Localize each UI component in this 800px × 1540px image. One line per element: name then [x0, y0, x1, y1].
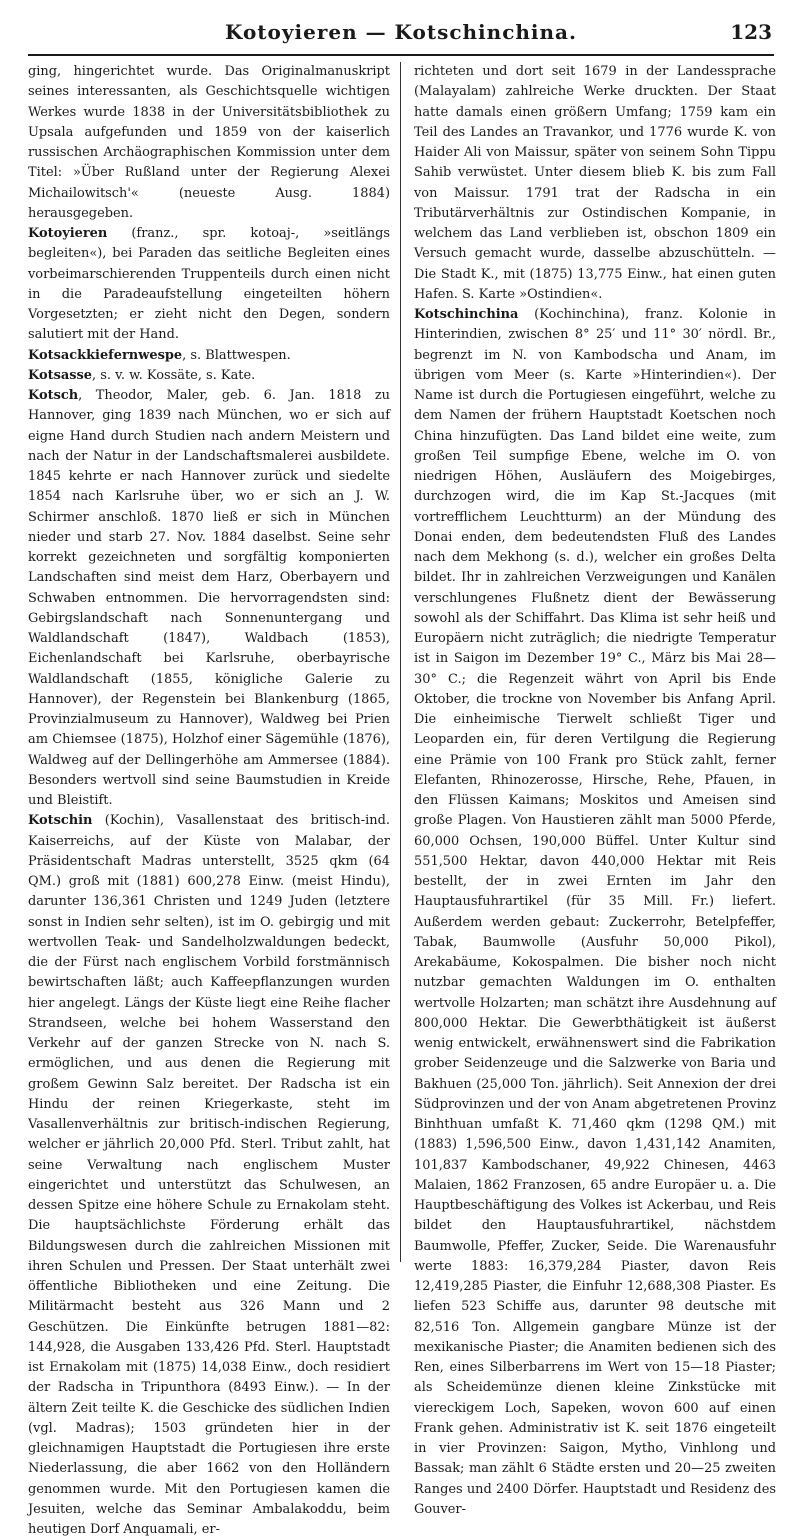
entry-headword: Kotsasse — [28, 367, 93, 383]
entry-paragraph — [414, 62, 776, 305]
entry-paragraph — [414, 305, 776, 1520]
entry-text: (Kochinchina), franz. Kolonie in Hinterindien, zwischen 8° 25′ und 11° 30′ nördl. Br., begrenzt im N. von Kambodscha und Anam, im übrigen vom Meer (s. Karte »Hinterindien«). Der Name ist durch die Portugiesen eingeführt, welche zu dem Namen der frühern Hauptstadt Koetschen noch China hinzufügten. Das Land bildet eine weite, zum großen Teil sumpfige Ebene, welche im O. von niedrigen Höhen, Ausläufern des Moigebirges, durchzogen wird, die im Kap St.-Jacques (mit vortrefflichem Leuchtturm) an der Mündung des Donai enden, dem bedeutendsten Fluß des Landes nach dem Mekhong (s. d.), welcher ein großes Delta bildet. Ihr in zahlreichen Verzweigungen und Kanälen verschlungenes Flußnetz dient der Bewässerung sowohl als der Schiffahrt. Das Klima ist sehr heiß und Europäern nicht zuträglich; die niedrigte Temperatur ist in Saigon im Dezember 19° C., März bis Mai 28—30° C.; die Regenzeit währt von April bis Ende Oktober, die trockne von November bis Anfang April. Die einheimische Tierwelt schließt Tiger und Leoparden ein, für deren Vertilgung die Regierung eine Prämie von 100 Frank pro Stück zahlt, ferner Elefanten, Rhinozerosse, Hirsche, Rehe, Pfauen, in den Flüssen Kaimans; Moskitos und Ameisen sind große Plagen. Von Haustieren zählt man 5000 Pferde, 60,000 Ochsen, 190,000 Büffel. Unter Kultur sind 551,500 Hektar, davon 440,000 Hektar mit Reis bestellt, der in zwei Ernten im Jahr den Hauptausfuhrartikel (für 35 Mill. Fr.) liefert. Außerdem werden gebaut: Zuckerrohr, Betelpfeffer, Tabak, Baumwolle (Ausfuhr 50,000 Pikol), Arekabäume, Kokospalmen. Die bisher noch nicht nutzbar gemachten Waldungen im O. enthalten wertvolle Holzarten; man schätzt ihre Ausdehnung auf 800,000 Hektar. Die Gewerbthätigkeit ist äußerst wenig entwickelt, erwähnenswert sind die Fabrikation grober Seidenzeuge und die Salzwerke von Baria und Bakhuen (25,000 Ton. jährlich). Seit Annexion der drei Südprovinzen und der von Anam abgetretenen Provinz Binhthuan umfaßt K. 71,460 qkm (1298 QM.) mit (1883) 1,596,500 Einw., davon 1,431,142 Anamiten, 101,837 Kambodschaner, 49,922 Chinesen, 4463 Malaien, 1862 Franzosen, 65 andre Europäer u. a. Die Hauptbeschäftigung des Volkes ist Ackerbau, und Reis bildet den Hauptausfuhrartikel, nächstdem Baumwolle, Pfeffer, Zucker, Seide. Die Warenausfuhr werte 1883: 16,379,284 Piaster, davon Reis 12,419,285 Piaster, die Einfuhr 12,688,308 Piaster. Es liefen 523 Schiffe aus, darunter 98 deutsche mit 82,516 Ton. Allgemein gangbare Münze ist der mexikanische Piaster; die Anamiten bedienen sich des Ren, eines Silberbarrens im Wert von 15—18 Piaster; als Scheidemünze dienen kleine Zinkstücke mit viereckigem Loch, Sapeken, wovon 600 auf einen Frank gehen. Administrativ ist K. seit 1876 eingeteilt in vier Provinzen: Saigon, Mytho, Vinhlong und Bassak; man zählt 6 Städte ersten und 20—25 zweiten Ranges und 2400 Dörfer. Hauptstadt und Residenz des Gouver- — [414, 307, 776, 1517]
entry-paragraph — [28, 224, 390, 346]
entry-text: (Kochin), Vasallenstaat des britisch-ind. Kaiserreichs, auf der Küste von Malabar, der Präsidentschaft Madras unterstellt, 3525 qkm (64 QM.) groß mit (1881) 600,278 Einw. (meist Hindu), darunter 136,361 Christen und 1249 Juden (letztere sonst in Indien sehr selten), ist im O. gebirgig und mit wertvollen Teak- und Sandelholzwaldungen bedeckt, die der Fürst nach englischem Vorbild forstmännisch bewirtschaften läßt; auch Kaffeepflanzungen wurden hier angelegt. Längs der Küste liegt eine Reihe flacher Strandseen, welche bei hohem Wasserstand den Verkehr auf der ganzen Strecke von N. nach S. ermöglichen, und aus denen die Regierung mit großem Gewinn Salz bereitet. Der Radscha ist ein Hindu der reinen Kriegerkaste, steht im Vasallenverhältnis zur britisch-indischen Regierung, welcher er jährlich 20,000 Pfd. Sterl. Tribut zahlt, hat seine Verwaltung nach englischem Muster eingerichtet und unterstützt das Schulwesen, an dessen Spitze eine höhere Schule zu Ernakolam steht. Die hauptsächlichste Förderung erhält das Bildungswesen durch die zahlreichen Missionen mit ihren Schulen und Pressen. Der Staat unterhält zwei öffentliche Bibliotheken und eine Zeitung. Die Militärmacht besteht aus 326 Mann und 2 Geschützen. Die Einkünfte betrugen 1881—82: 144,928, die Ausgaben 133,426 Pfd. Sterl. Hauptstadt ist Ernakolam mit (1875) 14,038 Einw., doch residiert der Radscha in Tripunthora (8493 Einw.). — In der ältern Zeit teilte K. die Geschicke des südlichen Indien (vgl. Madras); 1503 gründeten hier in der gleichnamigen Hauptstadt die Portugiesen ihre erste Niederlassung, die aber 1662 von den Holländern genommen wurde. Mit den Portugiesen kamen die Jesuiten, welche das Seminar Ambalakoddu, beim heutigen Dorf Anquamali, er- — [28, 813, 390, 1537]
right-column — [414, 62, 776, 1517]
entry-paragraph — [28, 811, 390, 1540]
entry-headword: Kotoyieren — [28, 226, 108, 241]
entry-headword: Kotsch — [28, 388, 79, 403]
entry-text: , s. v. w. Kossäte, s. Kate. — [92, 367, 256, 383]
entry-headword: Kotsackkiefernwespe — [28, 347, 183, 363]
entry-text: (franz., spr. kotoaj-, »seitlängs begleiten«), bei Paraden das seitliche Begleiten eines vorbeimarschierenden Truppenteils durch einen nicht in die Paradeaufstellung eingeteilten höhern Vorgesetzten; er zieht nicht den Degen, sondern salutiert mit der Hand. — [28, 226, 390, 343]
running-title: Kotoyieren — Kotschinchina. — [225, 20, 577, 44]
entry-text: richteten und dort seit 1679 in der Landessprache (Malayalam) zahlreiche Werke druckten. Der Staat hatte damals einen größern Umfang; 1759 kam ein Teil des Landes an Travankor, und 1776 wurde K. von Haider Ali von Maissur, später von seinem Sohn Tippu Sahib verwüstet. Unter diesem blieb K. bis zum Fall von Maissur. 1791 trat der Radscha in ein Tributärverhältnis zur Ostindischen Kompanie, in welchem das Land verblieben ist, obschon 1809 ein Versuch gemacht wurde, dasselbe abzuschütteln. — Die Stadt K., mit (1875) 13,775 Einw., hat einen guten Hafen. S. Karte »Ostindien«. — [414, 64, 776, 302]
page-number: 123 — [730, 20, 772, 44]
entry-headword: Kotschin — [28, 813, 93, 829]
entry-text: ging, hingerichtet wurde. Das Originalmanuskript seines interessanten, als Geschichtsquelle wichtigen Werkes wurde 1838 in der Universitätsbibliothek zu Upsala aufgefunden und 1859 von der kaiserlich russischen Archäographischen Kommission unter dem Titel: »Über Rußland unter der Regierung Alexei Michailowitsch'« (neueste Ausg. 1884) herausgegeben. — [28, 64, 390, 221]
entry-paragraph — [28, 366, 390, 386]
page-header — [28, 14, 774, 56]
column-divider — [400, 62, 401, 1262]
left-column — [28, 62, 390, 1537]
entry-paragraph — [28, 346, 390, 366]
entry-paragraph — [28, 386, 390, 811]
entry-text: , Theodor, Maler, geb. 6. Jan. 1818 zu Hannover, ging 1839 nach München, wo er sich auf eigne Hand durch Studien nach andern Meistern und nach der Natur in der Landschaftsmalerei ausbildete. 1845 kehrte er nach Hannover zurück und siedelte 1854 nach Karlsruhe über, wo er sich an J. W. Schirmer anschloß. 1870 ließ er sich in München nieder und starb 27. Nov. 1884 daselbst. Seine sehr korrekt gezeichneten und sorgfältig komponierten Landschaften sind meist dem Harz, Oberbayern und Schwaben entnommen. Die hervorragendsten sind: Gebirgslandschaft nach Sonnenuntergang und Waldlandschaft (1847), Waldbach (1853), Eichenlandschaft bei Karlsruhe, oberbayrische Waldlandschaft (1855, königliche Galerie zu Hannover), der Regenstein bei Blankenburg (1865, Provinzialmuseum zu Hannover), Waldweg bei Prien am Chiemsee (1875), Holzhof einer Sägemühle (1876), Waldweg auf der Dellingerhöhe am Ammersee (1884). Besonders wertvoll sind seine Baumstudien in Kreide und Bleistift. — [28, 388, 390, 808]
entry-paragraph — [28, 62, 390, 224]
entry-headword: Kotschinchina — [414, 307, 519, 322]
entry-text: , s. Blattwespen. — [182, 347, 291, 363]
